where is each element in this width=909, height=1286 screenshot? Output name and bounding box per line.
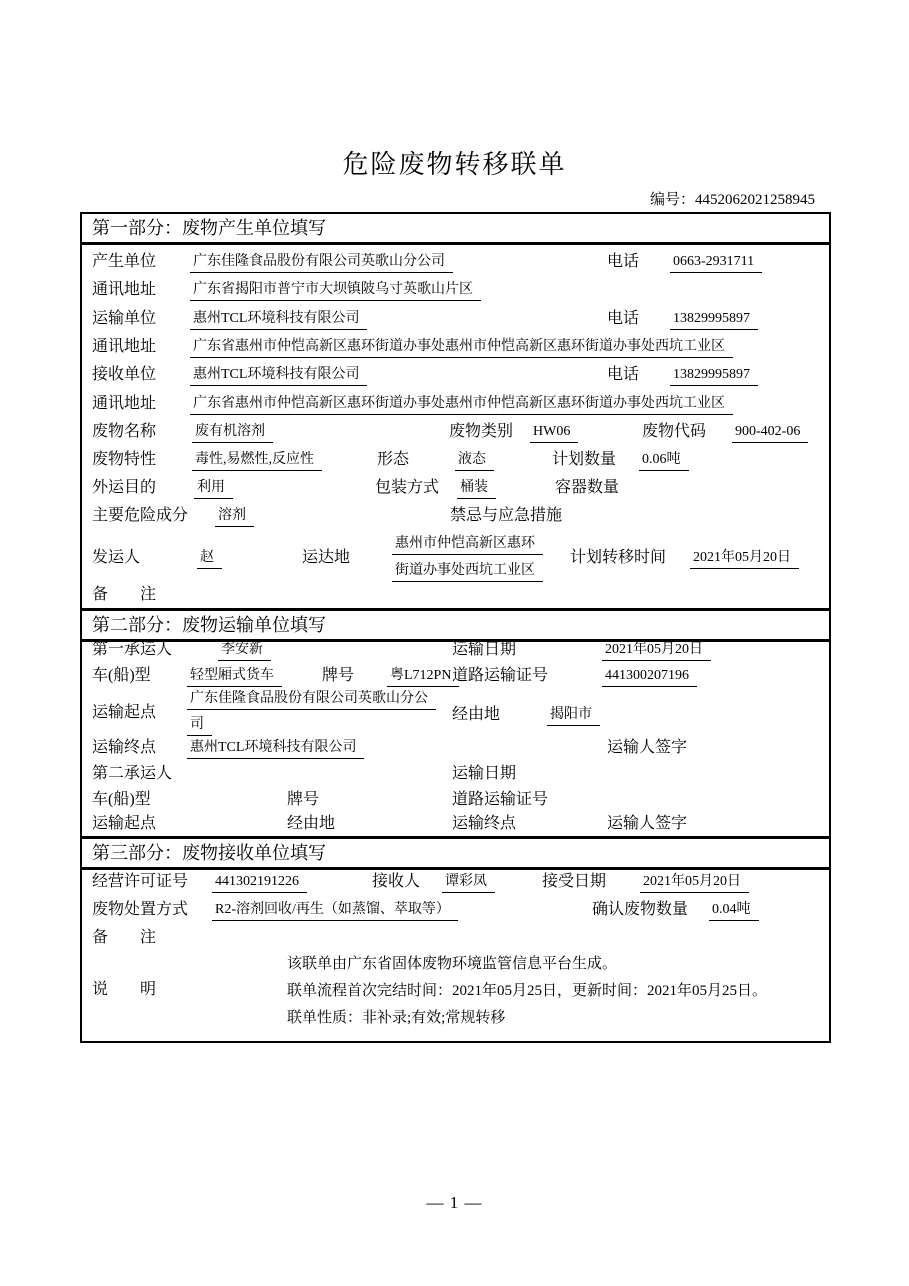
confirm-qty-label: 确认废物数量 [592,901,689,918]
page-number: — 1 — [426,1193,483,1212]
sign2-label: 运输人签字 [607,815,688,832]
transport-date2-label: 运输日期 [452,765,517,782]
consignor-value: 赵 [197,549,222,569]
waste-category-label: 废物类别 [449,423,514,440]
carrier2-label: 第二承运人 [92,765,173,782]
destination-value-line2: 街道办事处西坑工业区 [392,562,543,582]
transporter-phone-label: 电话 [607,310,640,327]
vehicle1-value: 轻型厢式货车 [187,667,282,687]
origin2-label: 运输起点 [92,815,157,832]
producer-phone-label: 电话 [607,253,640,270]
end1-value: 惠州TCL环境科技有限公司 [187,739,364,759]
manifest-table [80,212,831,1043]
carrier1-value: 李安新 [218,641,271,661]
receiver-phone-value: 13829995897 [670,366,758,386]
emergency-label: 禁忌与应急措施 [450,507,563,524]
waste-traits-label: 废物特性 [92,451,157,468]
note-line3: 联单性质：非补录;有效;常规转移 [287,1010,506,1026]
road-permit1-value: 441300207196 [602,667,697,687]
end1-label: 运输终点 [92,739,157,756]
note-line1: 该联单由广东省固体废物环境监管信息平台生成。 [287,956,618,972]
plan-time-label: 计划转移时间 [570,549,667,566]
plate1-label: 牌号 [322,667,355,684]
license-label: 经营许可证号 [92,873,189,890]
confirm-qty-value: 0.04吨 [709,901,759,921]
waste-category-value: HW06 [530,423,578,443]
doc-number-value: 4452062021258945 [695,192,815,208]
waste-code-label: 废物代码 [642,423,707,440]
producer-phone-value: 0663-2931711 [670,253,762,273]
recipient-value: 谭彩凤 [442,873,495,893]
vehicle1-label: 车(船)型 [92,667,151,684]
via1-label: 经由地 [452,706,501,723]
via2-label: 经由地 [287,815,336,832]
planned-qty-value: 0.06吨 [639,451,689,471]
plate1-value: 粤L712PN [387,667,459,687]
vehicle2-label: 车(船)型 [92,791,151,808]
disposal-value: R2-溶剂回收/再生（如蒸馏、萃取等） [212,901,458,921]
transporter-value: 惠州TCL环境科技有限公司 [190,310,367,330]
origin1-value-line1: 广东佳隆食品股份有限公司英歌山分公 [187,690,436,710]
receiver-phone-label: 电话 [607,366,640,383]
destination-label: 运达地 [302,549,351,566]
road-permit2-label: 道路运输证号 [452,791,549,808]
container-qty-label: 容器数量 [555,479,620,496]
waste-code-value: 900-402-06 [732,423,808,443]
license-value: 441302191226 [212,873,307,893]
recipient-label: 接收人 [372,873,421,890]
accept-date-label: 接受日期 [542,873,607,890]
producer-value: 广东佳隆食品股份有限公司英歌山分公司 [190,253,453,273]
packing-value: 桶装 [457,479,496,499]
form-value: 液态 [455,451,494,471]
sign1-label: 运输人签字 [607,739,688,756]
waste-name-value: 废有机溶剂 [192,423,273,443]
accept-date-value: 2021年05月20日 [640,873,749,893]
packing-label: 包装方式 [375,479,440,496]
transporter-address-value: 广东省惠州市仲恺高新区惠环街道办事处惠州市仲恺高新区惠环街道办事处西坑工业区 [190,338,733,358]
waste-name-label: 废物名称 [92,423,157,440]
doc-number-label: 编号： [649,192,695,208]
purpose-label: 外运目的 [92,479,157,496]
transport-date1-value: 2021年05月20日 [602,641,711,661]
receiver-value: 惠州TCL环境科技有限公司 [190,366,367,386]
consignor-label: 发运人 [92,549,141,566]
section2-header: 第二部分：废物运输单位填写 [82,608,829,642]
origin1-value-line2: 司 [187,716,212,736]
via1-value: 揭阳市 [547,706,600,726]
producer-address-value: 广东省揭阳市普宁市大坝镇陂乌寸英歌山片区 [190,281,481,301]
page-title: 危险废物转移联单 [342,150,567,179]
section1-header: 第一部分：废物产生单位填写 [82,214,829,245]
waste-traits-value: 毒性,易燃性,反应性 [192,451,322,471]
producer-address-label: 通讯地址 [92,281,157,298]
receiver-address-label: 通讯地址 [92,395,157,412]
receiver-address-value: 广东省惠州市仲恺高新区惠环街道办事处惠州市仲恺高新区惠环街道办事处西坑工业区 [190,395,733,415]
doc-number [650,188,815,209]
disposal-label: 废物处置方式 [92,901,189,918]
destination-value-line1: 惠州市仲恺高新区惠环 [392,535,543,555]
purpose-value: 利用 [194,479,233,499]
hazard-label: 主要危险成分 [92,507,189,524]
transporter-label: 运输单位 [92,310,157,327]
hazard-value: 溶剂 [215,507,254,527]
origin1-label: 运输起点 [92,704,157,721]
section3-remark-label: 备 注 [92,929,157,946]
form-label: 形态 [377,451,410,468]
plan-time-value: 2021年05月20日 [690,549,799,569]
transporter-address-label: 通讯地址 [92,338,157,355]
plate2-label: 牌号 [287,791,320,808]
note-line2: 联单流程首次完结时间：2021年05月25日，更新时间：2021年05月25日。 [287,983,768,999]
section1-remark-label: 备 注 [92,586,157,603]
receiver-label: 接收单位 [92,366,157,383]
carrier1-label: 第一承运人 [92,641,173,658]
road-permit1-label: 道路运输证号 [452,667,549,684]
producer-label: 产生单位 [92,253,157,270]
note-label: 说 明 [92,981,157,998]
end2-label: 运输终点 [452,815,517,832]
transport-date1-label: 运输日期 [452,641,517,658]
section3-header: 第三部分：废物接收单位填写 [82,836,829,870]
planned-qty-label: 计划数量 [552,451,617,468]
transporter-phone-value: 13829995897 [670,310,758,330]
